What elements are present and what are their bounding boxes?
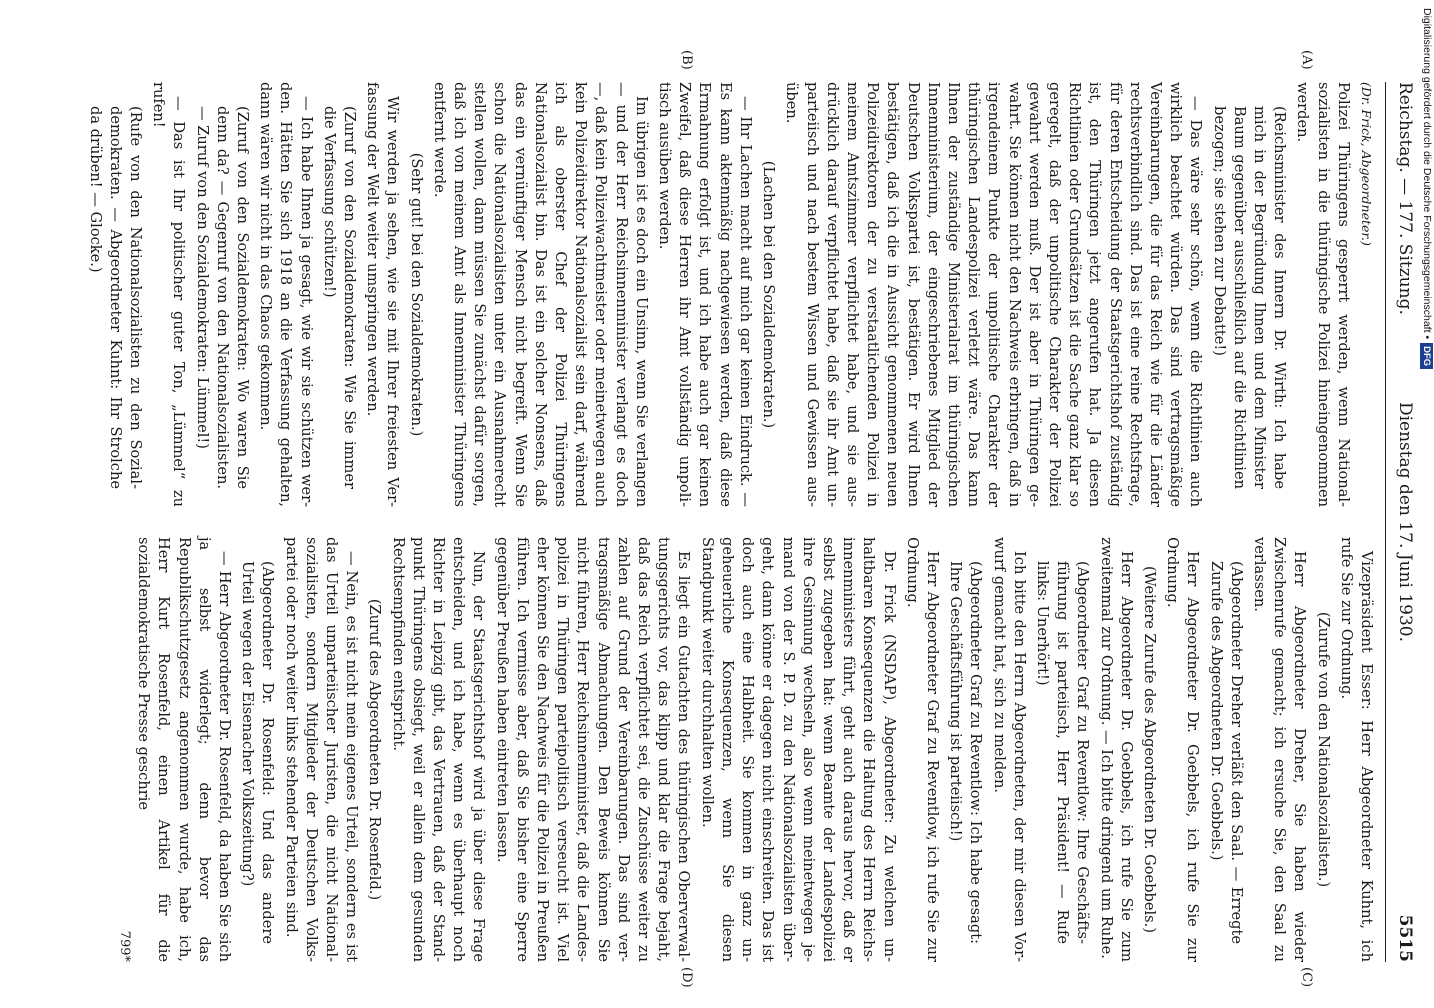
- interjection: (Reichsminister des Innern Dr. Wirth: Ich habe mich in der Begründung Ihnen und dem Minister Baum gegenüber ausschließlich auf die Richtlinien bezogen; sie stehen zur Debatte!): [1210, 106, 1289, 489]
- paragraph: Dr. Frick (NSDAP), Abgeordneter: Zu welchen unhaltbaren Konsequenzen die Haltung des Herrn Reichsinnenministers führt, geht auch daraus hervor, daß er selbst zugegeben hat: wenn Beamte der Landespolizei ihre Gesinnung wechseln, also wenn meinetwegen jemand von der S. P. D. zu den Nationalsozialisten übergeht, dann könne er dagegen nicht einschreiten. Das ist doch auch eine Halbheit. Sie kommen in ganz ungeheuerliche Konsequenzen, wenn Sie diesen Standpunkt weiter durchhalten wollen.: [698, 537, 898, 962]
- paragraph: Vizepräsident Esser: Herr Abgeordneter Kuhnt, ich rufe Sie zur Ordnung.: [1337, 537, 1375, 962]
- paragraph: — Herr Abgeordneter Dr. Rosenfeld, da haben Sie sich ja selbst widerlegt; denn bevor das Republikschutzgesetz angenommen wurde, habe ich, Herr Kurt Rosenfeld, einen Artikel für die sozialdemokratische Presse geschrie: [135, 537, 234, 962]
- paragraph: Im übrigen ist es doch ein Unsinn, wenn Sie verlangen — und der Herr Reichsinnenminister verlangt es doch —, daß kein Polizeiwachtmeister oder meinetwegen auch kein Polizeidirektor Nationalsozialist sein darf, während ich als oberster Chef der Polizei Thüringens Nationalsozialist bin. Das ist ein solcher Nonsens, daß das ein vernünftiger Mensch nicht begreift. Wenn Sie schon die Nationalsozialisten unter ein Ausnahmerecht stellen wollen, dann müssen Sie zunächst dafür sorgen, daß ich von meinem Amt als Innenminister Thüringens entfernt werde.: [430, 82, 650, 507]
- paragraph: — Das wäre sehr schön, wenn die Richtlinien auch wirklich beachtet würden. Das sind vertragsmäßige Vereinbarungen, die für das Reich wie für die Länder rechtsverbindlich sind. Das ist eine reine Rechtsfrage, für deren Entscheidung der Staatsgerichtshof zuständig ist, den Thüringen jetzt angerufen hat. Ja diesen Richtlinien oder Grundsätzen ist die Sache ganz klar so geregelt, daß der unpolitische Charakter der Polizei gewahrt werden muß. Der ist aber in Thüringen gewahrt. Sie können nicht den Nachweis erbringen, daß in irgendeinem Punkte der unpolitische Charakter der thüringischen Landespolizei verletzt wäre. Das kann Ihnen der zuständige Ministerialrat im thüringischen Innenministerium, der eingeschriebenes Mitglied der Deutschen Volkspartei ist, bestätigen. Er wird Ihnen bestätigen, daß ich die in Aussicht genommenen neuen Polizeidirektoren der zu verstaatlichenden Polizei in meinem Amtszimmer verpflichtet habe, und sie ausdrücklich darauf verpflichtet habe, daß sie ihr Amt unparteiisch und nach bestem Wissen und Gewissen ausüben.: [783, 82, 1205, 507]
- interjection: (Zuruf von den Sozialdemokraten: Wo waren Sie denn da? — Gegenruf von den Nationalsozialisten. — Zuruf von den Sozialdemokraten: Lümmel!): [193, 106, 252, 489]
- header-session: Reichstag. — 177. Sitzung.: [1395, 82, 1415, 315]
- margin-marker-c: (C): [1299, 967, 1314, 988]
- paragraph: Ich bitte den Herrn Abgeordneten, der mir diesen Vorwurf gemacht hat, sich zu melden.: [990, 537, 1028, 962]
- paragraph: Herr Abgeordneter Dr. Goebbels, ich rufe Sie zum zweitenmal zur Ordnung. — Ich bitte dringend um Ruhe.: [1097, 537, 1135, 962]
- paragraph: Nun, der Staatsgerichtshof wird ja über diese Frage entscheiden, und ich habe, wenn es überhaupt noch Richter in Leipzig gibt, das Vertrauen, daß der Standpunkt Thüringens obsiegt, weil er allein dem gesunden Rechtsempfinden entspricht.: [389, 537, 488, 962]
- interjection: (Sehr gut! bei den Sozialdemokraten.): [407, 152, 425, 437]
- left-column: [86, 82, 1376, 507]
- interjection: (Abgeordneter Graf zu Reventlow: Ich habe gesagt: Ihre Geschäftsführung ist parteiisch!): [947, 561, 985, 944]
- dfg-logo: DFG: [1420, 343, 1433, 369]
- paragraph: — Das ist Ihr politischer guter Ton, „Lümmel“ zu rufen!: [150, 82, 188, 507]
- page-header: [1388, 82, 1422, 962]
- digitization-note: [1419, 0, 1434, 1000]
- paragraph: — Ich habe Ihnen ja gesagt, wie wir sie schützen werden. Hätten Sie sich 1918 an die Verfassung gehalten, dann wären wir nicht in das Chaos gekommen.: [257, 82, 315, 507]
- digitization-note-text: Digitalisierung gefördert durch die Deutsche Forschungsgemeinschaft •: [1421, 8, 1433, 340]
- sheet-mark: 799*: [117, 930, 132, 962]
- interjection: (Abgeordneter Graf zu Reventlow: Ihre Geschäftsführung ist parteiisch, Herr Präsident! — Rufe links: Unerhört!): [1033, 561, 1092, 944]
- interjection: (Abgeordneter Dreher verläßt den Saal. — Erregte Zurufe des Abgeordneten Dr. Goebbels.): [1207, 561, 1245, 944]
- page-content: [86, 50, 1422, 988]
- paragraph: — Nein, es ist nicht mein eigenes Urteil, sondern es ist das Urteil unparteiischer Juristen, die nicht Nationalsozialisten, sondern Mitglieder der Deutschen Volkspartei oder noch weiter links stehender Parteien sind.: [282, 537, 361, 962]
- interjection: (Rufe von den Nationalsozialisten zu den Sozialdemokraten. — Abgeordneter Kuhnt: Ihr Strolche da drüben! — Glocke.): [86, 106, 145, 489]
- margin-marker-a: (A): [1299, 50, 1314, 70]
- paragraph: — Ihr Lachen macht auf mich gar keinen Eindruck. — Es kann aktenmäßig nachgewiesen werden, daß diese Ermahnung erfolgt ist, und ich habe auch gar keinen Zweifel, daß diese Herren ihr Amt vollständig unpolitisch ausüben werden.: [656, 82, 754, 507]
- interjection: (Zurufe von den Nationalsozialisten.): [1314, 611, 1332, 888]
- paragraph: Herr Abgeordneter Dr. Goebbels, ich rufe Sie zur Ordnung.: [1164, 537, 1202, 962]
- paragraph: Es liegt ein Gutachten des thüringischen Oberverwaltungsgerichts vor, das klipp und klar die Frage bejaht, daß das Reich verpflichtet sei, die Zuschüsse weiter zu zahlen auf Grund der Vereinbarungen. Das sind vertragsmäßige Abmachungen. Den Beweis können Sie nicht führen, Herr Reichsinnenminister, daß die Landespolizei in Thüringen parteipolitisch verseucht ist. Viel eher können Sie den Nachweis für die Polizei in Preußen führen. Ich vermisse aber, daß Sie bisher eine Sperre gegenüber Preußen haben eintreten lassen.: [493, 537, 693, 962]
- header-date: Dienstag den 17. Juni 1930.: [1395, 401, 1415, 642]
- paragraph: Herr Abgeordneter Dreher, Sie haben wieder Zwischenrufe gemacht; ich ersuche Sie, den Saal zu verlassen.: [1250, 537, 1309, 962]
- interjection: (Lachen bei den Sozialdemokraten.): [760, 160, 778, 429]
- header-rule: [1385, 82, 1386, 962]
- interjection: (Abgeordneter Dr. Rosenfeld: Und das andere Urteil wegen der Eisenacher Volkszeitung?): [239, 561, 277, 944]
- page-number: 5515: [1395, 914, 1415, 962]
- paragraph: Wir werden ja sehen, wie sie mit Ihrer freiesten Verfassung der Welt weiter umspringen werden.: [364, 82, 402, 507]
- interjection: (Zuruf des Abgeordneten Dr. Rosenfeld.): [366, 598, 384, 901]
- interjection: (Zuruf von den Sozialdemokraten: Wie Sie immer die Verfassung schützen!): [320, 106, 359, 489]
- paragraph: Polizei Thüringens gesperrt werden, wenn Nationalsozialisten in die thüringische Polizei hineingenommen werden.: [1294, 82, 1352, 507]
- running-speaker: (Dr. Frick, Abgeordneter.): [1359, 82, 1374, 246]
- right-column: [136, 537, 1376, 962]
- margin-marker-b: (B): [679, 50, 694, 70]
- margin-marker-d: (D): [679, 967, 694, 988]
- interjection: (Weitere Zurufe des Abgeordneten Dr. Goebbels.): [1140, 565, 1158, 934]
- paragraph: Herr Abgeordneter Graf zu Reventlow, ich rufe Sie zur Ordnung.: [903, 537, 941, 962]
